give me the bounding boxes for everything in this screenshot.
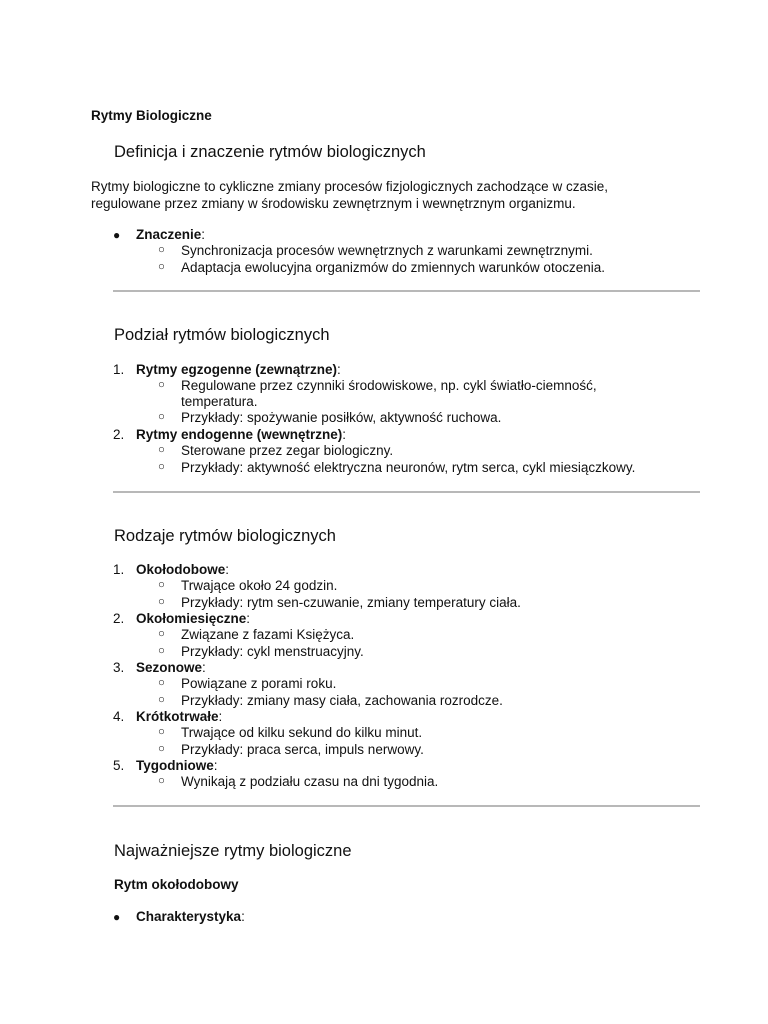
bullet-marker: ● [113,910,121,924]
colon: : [213,758,218,773]
list-item-label: Krótkotrwałe [136,709,219,724]
circle-marker: ○ [158,244,165,256]
circle-marker: ○ [158,726,165,738]
circle-marker: ○ [158,628,165,640]
sub-item: Przykłady: rytm sen-czuwanie, zmiany temperatury ciała. [181,595,521,610]
horizontal-divider [113,491,700,493]
colon: : [241,909,245,924]
subsection-heading: Rytm okołodobowy [114,877,239,892]
list-item-okolodobowe [136,562,229,577]
list-item-egzogenne [136,362,341,377]
circle-marker: ○ [158,775,165,787]
section-heading-division: Podział rytmów biologicznych [114,326,330,344]
list-item-endogenne [136,427,346,442]
sub-item: Regulowane przez czynniki środowiskowe, np. cykl światło-ciemność, [181,378,597,393]
circle-marker: ○ [158,645,165,657]
section-heading-most-important: Najważniejsze rytmy biologiczne [114,842,352,860]
list-item-label: Tygodniowe [136,758,214,773]
list-number: 1. [113,362,125,377]
colon: : [342,427,347,442]
sub-item: Przykłady: spożywanie posiłków, aktywność ruchowa. [181,410,502,425]
list-item-label: Sezonowe [136,660,203,675]
list-item-okolomiesieczne [136,611,250,626]
list-item-label: Rytmy egzogenne (zewnątrzne) [136,362,338,377]
list-number: 1. [113,562,125,577]
sub-item: Synchronizacja procesów wewnętrznych z warunkami zewnętrznymi. [181,243,593,258]
circle-marker: ○ [158,694,165,706]
colon: : [202,660,206,675]
circle-marker: ○ [158,743,165,755]
sub-item: Adaptacja ewolucyjna organizmów do zmiennych warunków otoczenia. [181,260,605,275]
paragraph-line-1: Rytmy biologiczne to cykliczne zmiany procesów fizjologicznych zachodzące w czasie, [91,179,608,194]
list-item-sezonowe [136,660,206,675]
list-number: 5. [113,758,125,773]
list-item-znaczenie [136,227,205,242]
bullet-marker: ● [113,228,121,242]
list-item-label: Charakterystyka [136,909,242,924]
circle-marker: ○ [158,596,165,608]
list-number: 3. [113,660,125,675]
colon: : [218,709,223,724]
colon: : [225,562,230,577]
sub-item: Trwające od kilku sekund do kilku minut. [181,725,423,740]
circle-marker: ○ [158,379,165,391]
sub-item: Wynikają z podziału czasu na dni tygodnia. [181,774,439,789]
document-title: Rytmy Biologiczne [91,108,212,123]
circle-marker: ○ [158,261,165,273]
sub-item: Związane z fazami Księżyca. [181,627,355,642]
sub-item: Sterowane przez zegar biologiczny. [181,443,394,458]
sub-item: Przykłady: aktywność elektryczna neuronów, rytm serca, cykl miesiączkowy. [181,460,636,475]
list-item-label: Znaczenie [136,227,202,242]
sub-item: Przykłady: praca serca, impuls nerwowy. [181,742,424,757]
section-heading-definition: Definicja i znaczenie rytmów biologicznych [114,143,426,161]
list-item-label: Okołodobowe [136,562,226,577]
circle-marker: ○ [158,444,165,456]
colon: : [201,227,206,242]
list-item-tygodniowe [136,758,218,773]
circle-marker: ○ [158,411,165,423]
list-number: 2. [113,611,125,626]
horizontal-divider [113,290,700,292]
horizontal-divider [113,805,700,807]
circle-marker: ○ [158,579,165,591]
circle-marker: ○ [158,677,165,689]
colon: : [337,362,341,377]
sub-item: Trwające około 24 godzin. [181,578,338,593]
sub-item: Przykłady: zmiany masy ciała, zachowania rozrodcze. [181,693,503,708]
colon: : [246,611,251,626]
sub-item: Powiązane z porami roku. [181,676,337,691]
list-item-krotkotrwale [136,709,222,724]
list-number: 2. [113,427,125,442]
section-heading-types: Rodzaje rytmów biologicznych [114,527,336,545]
list-number: 4. [113,709,125,724]
sub-item-continuation: temperatura. [181,394,258,409]
list-item-charakterystyka [136,909,245,924]
list-item-label: Rytmy endogenne (wewnętrzne) [136,427,343,442]
circle-marker: ○ [158,461,165,473]
sub-item: Przykłady: cykl menstruacyjny. [181,644,364,659]
paragraph-line-2: regulowane przez zmiany w środowisku zewnętrznym i wewnętrznym organizmu. [91,196,576,211]
list-item-label: Okołomiesięczne [136,611,247,626]
